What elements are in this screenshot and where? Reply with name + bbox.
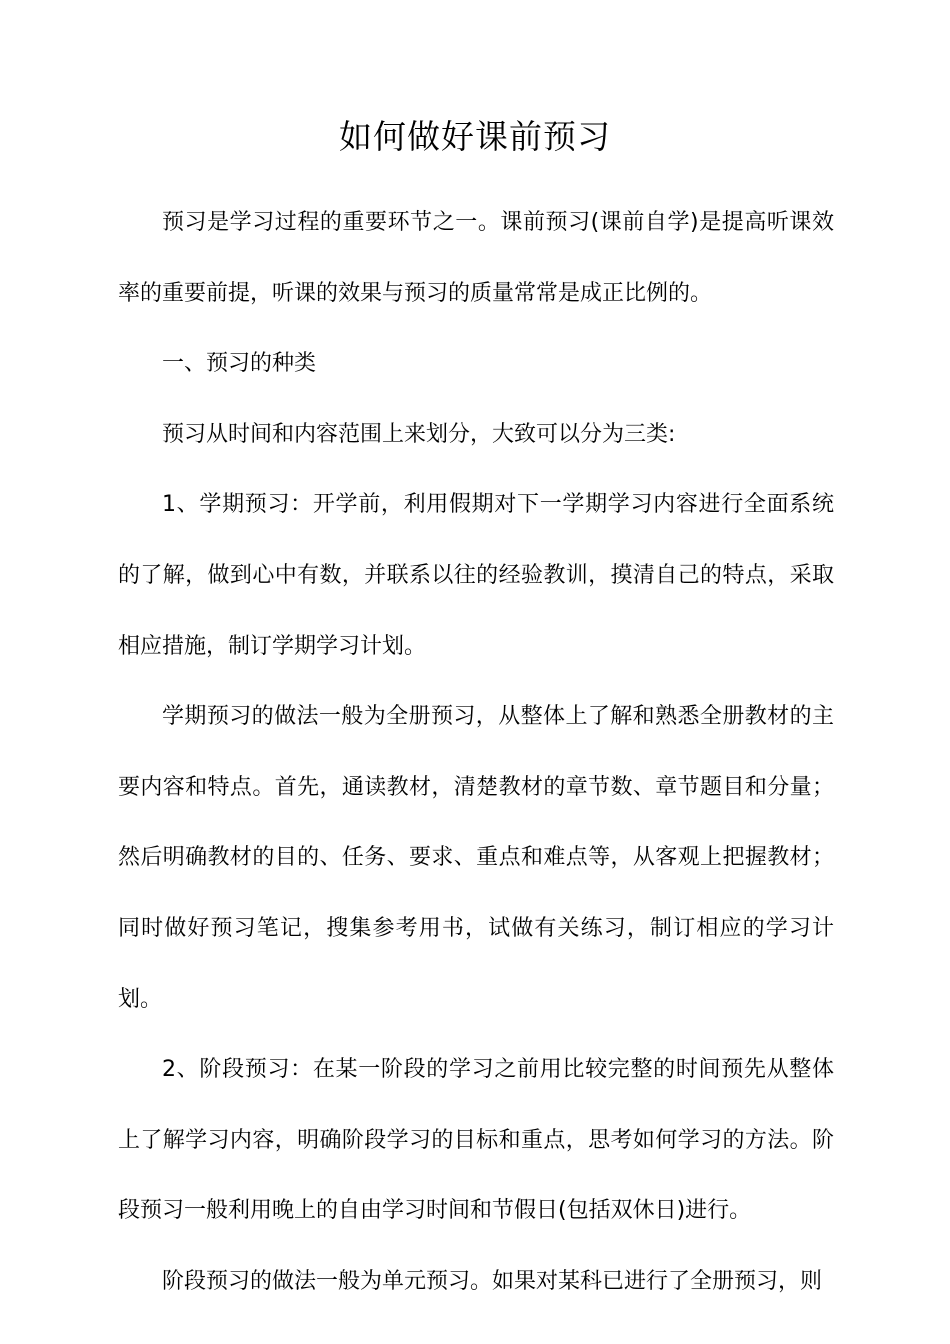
document-title: 如何做好课前预习 [339, 117, 611, 156]
paragraph-stage-method: 阶段预习的做法一般为单元预习。如果对某科已进行了全册预习，则 [162, 1268, 823, 1294]
paragraph-intro: 预习是学习过程的重要环节之一。课前预习(课前自学)是提高听课效率的重要前提，听课的效果与预习的质量常常是成正比例的。 [118, 210, 834, 306]
paragraph-stage-preview: 2、阶段预习：在某一阶段的学习之前用比较完整的时间预先从整体上了解学习内容，明确阶段学习的目标和重点，思考如何学习的方法。阶段预习一般利用晚上的自由学习时间和节假日(包括双休日)进行。 [118, 1057, 834, 1224]
document-body [118, 188, 834, 1318]
paragraph-classification: 预习从时间和内容范围上来划分，大致可以分为三类: [162, 421, 676, 447]
paragraph-semester-method: 学期预习的做法一般为全册预习，从整体上了解和熟悉全册教材的主要内容和特点。首先，通读教材，清楚教材的章节数、章节题目和分量；然后明确教材的目的、任务、要求、重点和难点等，从客观上把握教材；同时做好预习笔记，搜集参考用书，试做有关练习，制订相应的学习计划。 [118, 704, 834, 1012]
paragraph-semester-preview: 1、学期预习：开学前，利用假期对下一学期学习内容进行全面系统的了解，做到心中有数，并联系以往的经验教训，摸清自己的特点，采取相应措施，制订学期学习计划。 [118, 492, 834, 659]
section-heading-types: 一、预习的种类 [162, 351, 317, 377]
